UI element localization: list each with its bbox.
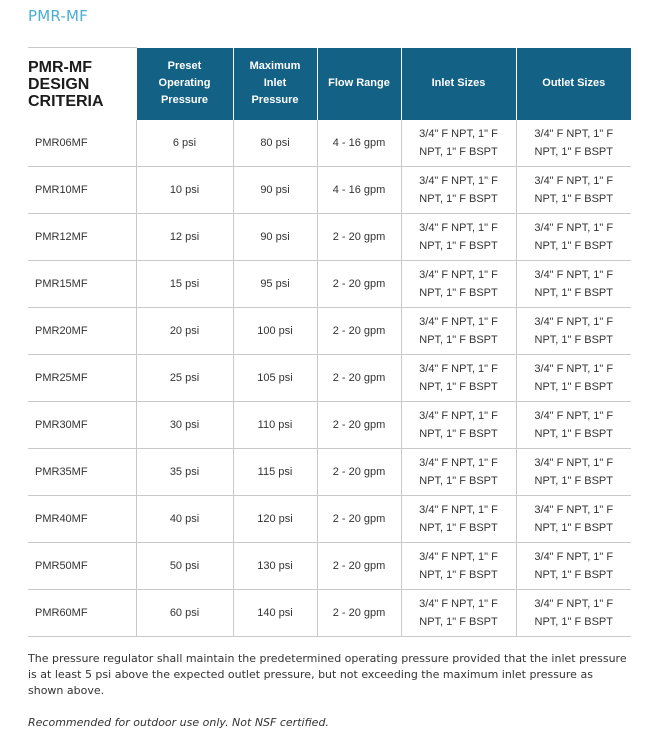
outlet-size-line: 3/4" F NPT, 1" F [534,316,614,328]
outlet-size-line: 3/4" F NPT, 1" F [534,128,614,140]
column-header-preset-operating-pressure [136,48,233,121]
table-row [28,543,631,590]
preset-pressure-cell: 20 psi [136,308,233,355]
inlet-size-line: 3/4" F NPT, 1" F [419,457,498,469]
header-line: Pressure [160,94,209,107]
inlet-sizes-cell [401,214,516,261]
inlet-size-line: 3/4" F NPT, 1" F [419,551,498,563]
preset-pressure-cell: 25 psi [136,355,233,402]
inlet-size-line: NPT, 1" F BSPT [419,334,498,346]
table-row [28,355,631,402]
inlet-size-line: NPT, 1" F BSPT [419,287,498,299]
usage-note: Recommended for outdoor use only. Not NSF certified. [28,716,329,729]
outlet-sizes-cell [516,590,631,637]
inlet-sizes-cell [401,590,516,637]
table-row [28,120,631,167]
outlet-sizes-cell [516,214,631,261]
preset-pressure-cell: 60 psi [136,590,233,637]
column-header-flow-range [317,48,401,121]
preset-pressure-cell: 6 psi [136,120,233,167]
outlet-sizes-cell [516,355,631,402]
inlet-sizes-cell [401,355,516,402]
inlet-size-line: 3/4" F NPT, 1" F [419,269,498,281]
outlet-size-line: NPT, 1" F BSPT [534,287,613,299]
inlet-sizes-cell [401,496,516,543]
pressure-note: The pressure regulator shall maintain the predetermined operating pressure provided that the inlet pressure is at least 5 psi above the expected outlet pressure, but not exceeding the maximum inlet pressure as shown above. [28,652,627,697]
outlet-size-line: NPT, 1" F BSPT [534,428,613,440]
outlet-size-line: NPT, 1" F BSPT [534,475,613,487]
preset-pressure-cell: 15 psi [136,261,233,308]
max-inlet-pressure-cell: 140 psi [233,590,317,637]
inlet-sizes-cell [401,167,516,214]
inlet-size-line: NPT, 1" F BSPT [419,475,498,487]
outlet-size-line: 3/4" F NPT, 1" F [534,598,614,610]
max-inlet-pressure-cell: 100 psi [233,308,317,355]
table-row [28,402,631,449]
outlet-size-line: NPT, 1" F BSPT [534,193,613,205]
max-inlet-pressure-cell: 120 psi [233,496,317,543]
header-line: Flow Range [328,77,390,90]
header-line: Operating [158,77,211,90]
model-cell: PMR30MF [28,402,136,449]
model-cell: PMR10MF [28,167,136,214]
page-title: PMR-MF [28,7,88,25]
criteria-title-cell [28,48,136,121]
header-line: Pressure [251,94,299,107]
outlet-size-line: NPT, 1" F BSPT [534,146,613,158]
max-inlet-pressure-cell: 105 psi [233,355,317,402]
max-inlet-pressure-cell: 90 psi [233,214,317,261]
flow-range-cell: 2 - 20 gpm [317,308,401,355]
model-cell: PMR35MF [28,449,136,496]
model-cell: PMR25MF [28,355,136,402]
header-line: Inlet Sizes [431,77,486,90]
inlet-size-line: 3/4" F NPT, 1" F [419,128,498,140]
inlet-size-line: NPT, 1" F BSPT [419,146,498,158]
outlet-sizes-cell [516,449,631,496]
inlet-sizes-cell [401,449,516,496]
preset-pressure-cell: 30 psi [136,402,233,449]
outlet-sizes-cell [516,496,631,543]
outlet-sizes-cell [516,308,631,355]
table-row [28,449,631,496]
model-cell: PMR06MF [28,120,136,167]
model-cell: PMR12MF [28,214,136,261]
column-header-outlet-sizes [516,48,631,121]
inlet-size-line: NPT, 1" F BSPT [419,240,498,252]
outlet-size-line: NPT, 1" F BSPT [534,569,613,581]
flow-range-cell: 2 - 20 gpm [317,590,401,637]
outlet-sizes-cell [516,120,631,167]
table-row [28,590,631,637]
outlet-size-line: 3/4" F NPT, 1" F [534,222,614,234]
inlet-size-line: NPT, 1" F BSPT [419,616,498,628]
outlet-size-line: 3/4" F NPT, 1" F [534,504,614,516]
inlet-size-line: 3/4" F NPT, 1" F [419,598,498,610]
table-row [28,496,631,543]
inlet-sizes-cell [401,308,516,355]
model-cell: PMR20MF [28,308,136,355]
preset-pressure-cell: 10 psi [136,167,233,214]
column-header-maximum-inlet-pressure [233,48,317,121]
model-cell: PMR15MF [28,261,136,308]
outlet-size-line: NPT, 1" F BSPT [534,240,613,252]
flow-range-cell: 2 - 20 gpm [317,449,401,496]
max-inlet-pressure-cell: 95 psi [233,261,317,308]
table-row [28,214,631,261]
inlet-sizes-cell [401,261,516,308]
criteria-title-line: DESIGN [28,75,90,93]
header-line: Maximum [249,60,301,73]
criteria-title-line: CRITERIA [28,92,104,110]
outlet-size-line: NPT, 1" F BSPT [534,522,613,534]
flow-range-cell: 2 - 20 gpm [317,496,401,543]
outlet-size-line: NPT, 1" F BSPT [534,334,613,346]
max-inlet-pressure-cell: 130 psi [233,543,317,590]
header-line: Inlet [263,77,287,90]
inlet-size-line: 3/4" F NPT, 1" F [419,363,498,375]
inlet-size-line: 3/4" F NPT, 1" F [419,175,498,187]
outlet-sizes-cell [516,402,631,449]
inlet-sizes-cell [401,543,516,590]
table-body [28,120,631,637]
flow-range-cell: 2 - 20 gpm [317,402,401,449]
outlet-size-line: NPT, 1" F BSPT [534,616,613,628]
flow-range-cell: 4 - 16 gpm [317,120,401,167]
max-inlet-pressure-cell: 80 psi [233,120,317,167]
inlet-sizes-cell [401,402,516,449]
outlet-size-line: 3/4" F NPT, 1" F [534,457,614,469]
table-row [28,308,631,355]
header-line: Preset [167,60,202,73]
inlet-size-line: 3/4" F NPT, 1" F [419,316,498,328]
table-row [28,167,631,214]
outlet-size-line: 3/4" F NPT, 1" F [534,269,614,281]
outlet-size-line: NPT, 1" F BSPT [534,381,613,393]
inlet-size-line: NPT, 1" F BSPT [419,522,498,534]
column-header-inlet-sizes [401,48,516,121]
flow-range-cell: 2 - 20 gpm [317,214,401,261]
table-row [28,261,631,308]
header-row [28,48,631,121]
inlet-sizes-cell [401,120,516,167]
design-criteria-table [28,47,631,637]
preset-pressure-cell: 40 psi [136,496,233,543]
max-inlet-pressure-cell: 90 psi [233,167,317,214]
outlet-size-line: 3/4" F NPT, 1" F [534,175,614,187]
model-cell: PMR40MF [28,496,136,543]
outlet-size-line: 3/4" F NPT, 1" F [534,551,614,563]
outlet-size-line: 3/4" F NPT, 1" F [534,410,614,422]
inlet-size-line: NPT, 1" F BSPT [419,381,498,393]
max-inlet-pressure-cell: 115 psi [233,449,317,496]
preset-pressure-cell: 50 psi [136,543,233,590]
inlet-size-line: 3/4" F NPT, 1" F [419,504,498,516]
flow-range-cell: 4 - 16 gpm [317,167,401,214]
flow-range-cell: 2 - 20 gpm [317,543,401,590]
preset-pressure-cell: 35 psi [136,449,233,496]
flow-range-cell: 2 - 20 gpm [317,355,401,402]
flow-range-cell: 2 - 20 gpm [317,261,401,308]
preset-pressure-cell: 12 psi [136,214,233,261]
header-line: Outlet Sizes [542,77,606,90]
outlet-sizes-cell [516,167,631,214]
outlet-size-line: 3/4" F NPT, 1" F [534,363,614,375]
inlet-size-line: NPT, 1" F BSPT [419,428,498,440]
inlet-size-line: NPT, 1" F BSPT [419,569,498,581]
max-inlet-pressure-cell: 110 psi [233,402,317,449]
inlet-size-line: NPT, 1" F BSPT [419,193,498,205]
inlet-size-line: 3/4" F NPT, 1" F [419,222,498,234]
inlet-size-line: 3/4" F NPT, 1" F [419,410,498,422]
outlet-sizes-cell [516,543,631,590]
criteria-title-line: PMR-MF [28,58,92,76]
model-cell: PMR50MF [28,543,136,590]
outlet-sizes-cell [516,261,631,308]
model-cell: PMR60MF [28,590,136,637]
